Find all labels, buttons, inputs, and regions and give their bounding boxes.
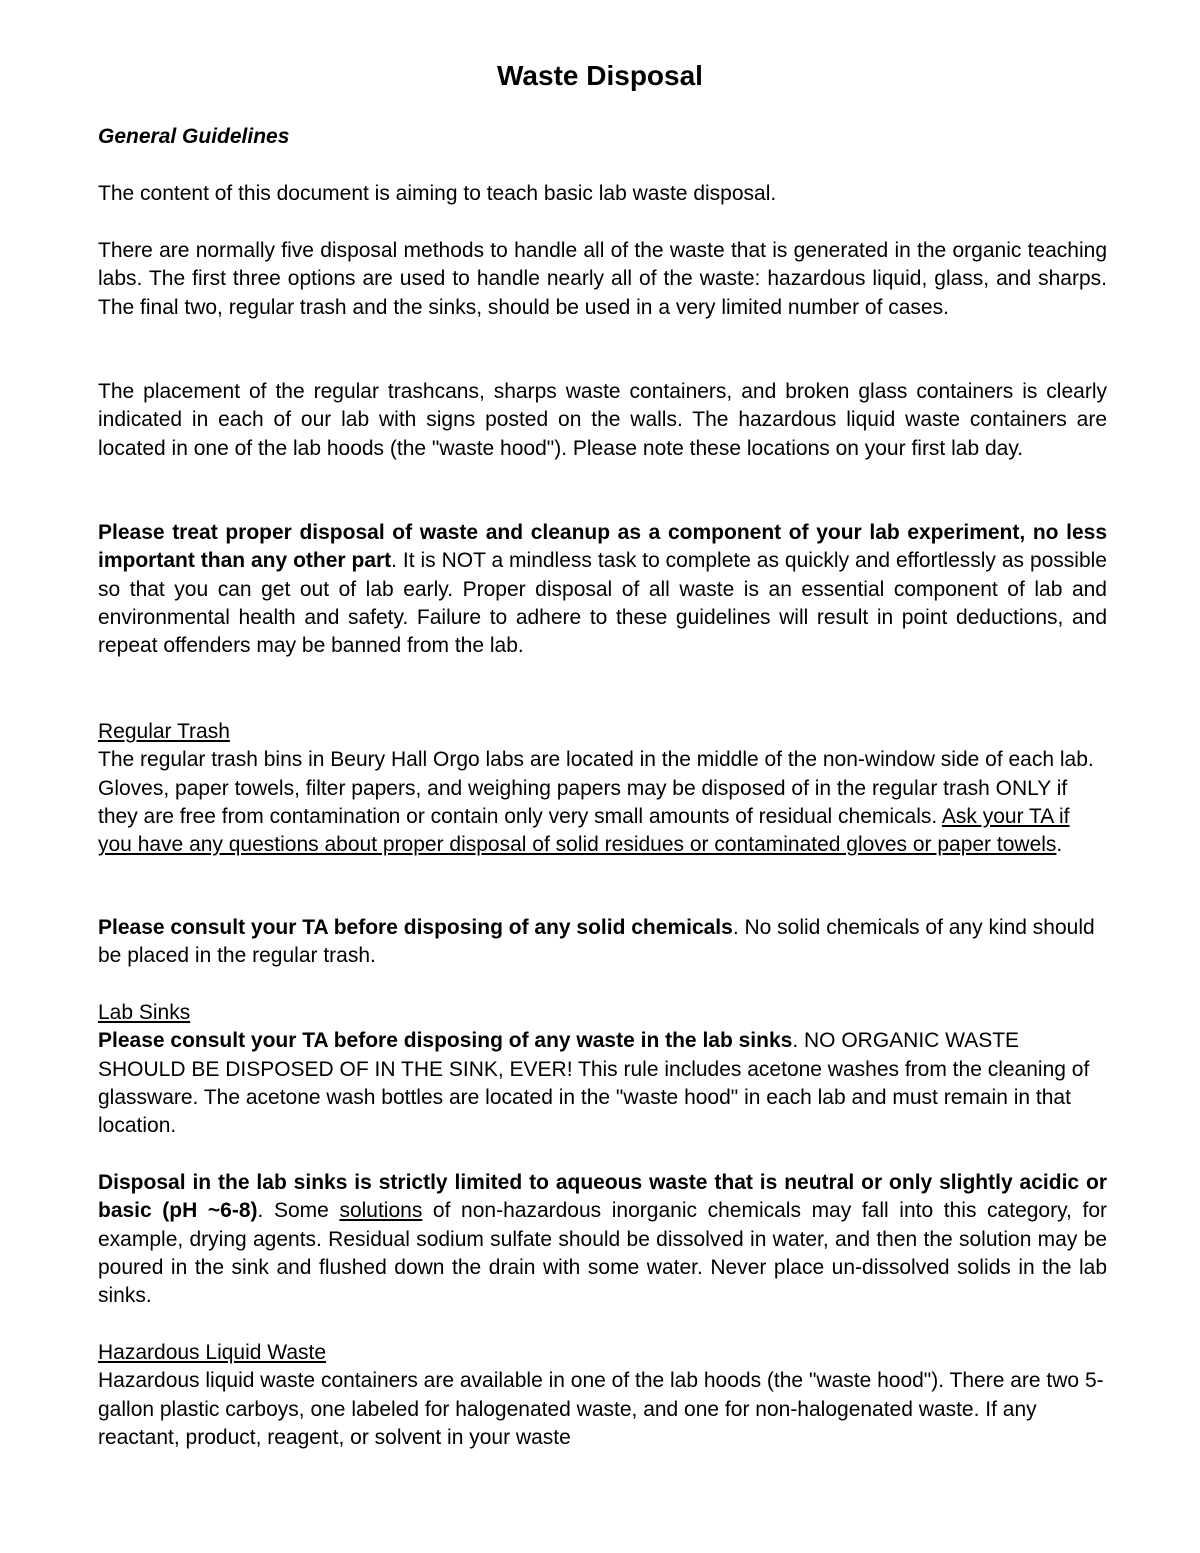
solid-chemicals-paragraph bbox=[98, 914, 1107, 971]
intro-paragraph: The content of this document is aiming to teach basic lab waste disposal. bbox=[98, 182, 777, 205]
sink-limit-text: of non-hazardous inorganic chemicals may fall into this category, for example, drying agents. Residual sodium sulfate should be dissolved in water, and then the solution may be poured in the sink and flushed down the drain with some water. Never place un-dissolved solids in the lab sinks. bbox=[98, 1199, 1107, 1308]
regular-trash-body: The regular trash bins in Beury Hall Orgo labs are located in the middle of the non-window side of each lab. Gloves, paper towels, filter papers, and weighing papers may be disposed of in the regular trash ONLY if they are free from contamination or contain only very small amounts of residual chemicals. bbox=[98, 748, 1094, 828]
hazardous-liquid-section bbox=[98, 1339, 1107, 1452]
importance-paragraph bbox=[98, 519, 1107, 660]
hazardous-liquid-body: Hazardous liquid waste containers are available in one of the lab hoods (the "waste hood"). There are two 5-gallon plastic carboys, one labeled for halogenated waste, and one for non-halogenated waste. If any reactant, product, reagent, or solvent in your waste bbox=[98, 1369, 1104, 1449]
document-title: Waste Disposal bbox=[497, 60, 703, 91]
section-title: General Guidelines bbox=[98, 125, 290, 148]
sink-limit-pre: . Some bbox=[257, 1199, 340, 1223]
lab-sinks-section bbox=[98, 999, 1107, 1140]
importance-text: . It is NOT a mindless task to complete as quickly and effortlessly as possible so that you can get out of lab early. Proper disposal of all waste is an essential component of lab and environmental health and safety. Failure to adhere to these guidelines will result in point deductions, and repeat offenders may be banned from the lab. bbox=[98, 549, 1107, 658]
regular-trash-heading: Regular Trash bbox=[98, 720, 230, 743]
sink-limit-solutions: solutions bbox=[339, 1199, 423, 1223]
regular-trash-end: . bbox=[1056, 833, 1063, 857]
placement-paragraph: The placement of the regular trashcans, sharps waste containers, and broken glass containers is clearly indicated in each of our lab with signs posted on the walls. The hazardous liquid waste containers are located in one of the lab hoods (the "waste hood"). Please note these locations on your first lab day. bbox=[98, 380, 1107, 460]
regular-trash-ask-ta-text: Ask your TA if you have any questions about proper disposal of solid residues or contaminated gloves or paper towels bbox=[98, 804, 1070, 857]
overview-paragraph: There are normally five disposal methods to handle all of the waste that is generated in the organic teaching labs. The first three options are used to handle nearly all of the waste: hazardous liquid, glass, and sharps. The final two, regular trash and the sinks, should be used in a very limited number of cases. bbox=[98, 239, 1107, 319]
lab-sinks-text: . NO ORGANIC WASTE SHOULD BE DISPOSED OF IN THE SINK, EVER! This rule includes acetone washes from the cleaning of glassware. The acetone wash bottles are located in the "waste hood" in each lab and must remain in that location. bbox=[98, 1029, 1090, 1138]
regular-trash-section bbox=[98, 718, 1107, 859]
solid-chemicals-bold-text: Please consult your TA before disposing of any solid chemicals bbox=[98, 916, 733, 939]
sink-limit-bold-text: Disposal in the lab sinks is strictly limited to aqueous waste that is neutral or only slightly acidic or basic (pH ~6-8) bbox=[98, 1171, 1107, 1223]
importance-bold-text: Please treat proper disposal of waste and cleanup as a component of your lab experiment, no less important than any other part bbox=[98, 521, 1107, 573]
hazardous-liquid-heading: Hazardous Liquid Waste bbox=[98, 1341, 327, 1364]
sink-limit-paragraph bbox=[98, 1169, 1107, 1310]
lab-sinks-bold-text: Please consult your TA before disposing of any waste in the lab sinks bbox=[98, 1029, 793, 1053]
solid-chemicals-text: . No solid chemicals of any kind should be placed in the regular trash. bbox=[98, 916, 1095, 968]
lab-sinks-heading: Lab Sinks bbox=[98, 1001, 191, 1024]
